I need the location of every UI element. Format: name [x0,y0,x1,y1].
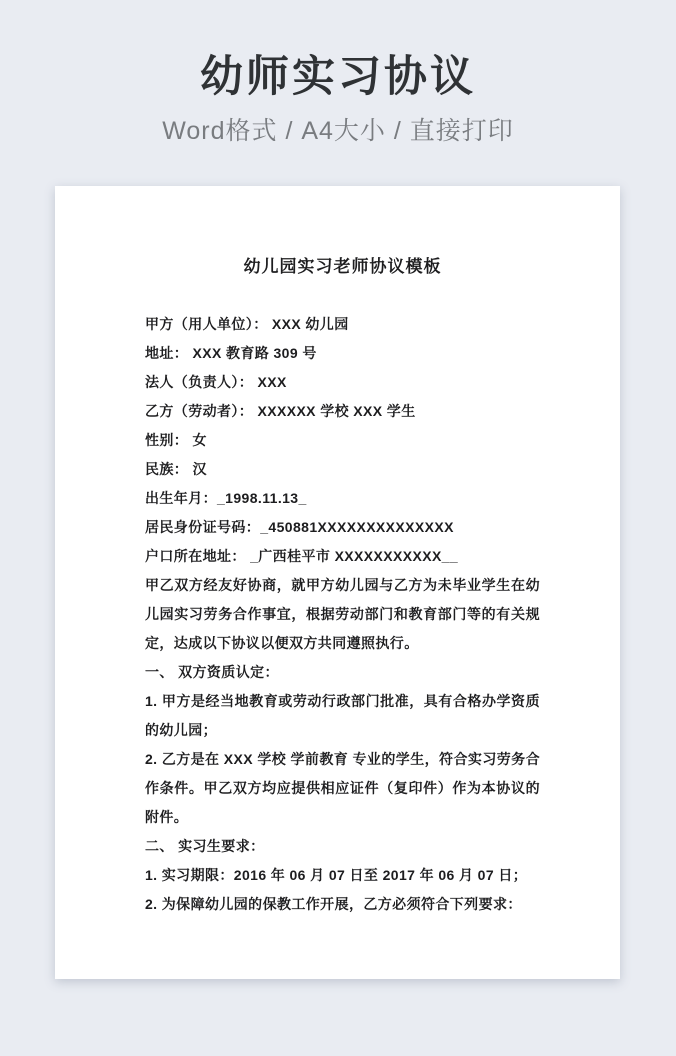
doc-section-1-heading: 一、 双方资质认定： [145,664,279,680]
doc-line-gender: 性别： 女 [145,432,207,448]
document-title: 幼儿园实习老师协议模板 [243,257,442,276]
doc-line-party-b: 乙方（劳动者）： XXXXXX 学校 XXX 学生 [145,403,416,419]
doc-section-2-heading: 二、 实习生要求： [145,838,265,854]
doc-line-birth-date: 出生年月：_1998.11.13_ [145,490,307,506]
doc-line-legal-rep: 法人（负责人）： XXX [145,374,287,390]
document-body [55,186,620,919]
doc-section-1-item-1: 1. 甲方是经当地教育或劳动行政部门批准，具有合格办学资质的幼儿园； [145,693,540,738]
doc-line-id-number: 居民身份证号码：_450881XXXXXXXXXXXXXX [145,519,454,535]
doc-line-registered-address: 户口所在地址： _广西桂平市 XXXXXXXXXXX__ [145,548,459,564]
doc-line-address: 地址： XXX 教育路 309 号 [145,345,317,361]
banner-title: 幼师实习协议 [200,53,476,101]
template-banner [0,0,676,147]
banner-subtitle: Word格式 / A4大小 / 直接打印 [162,117,514,146]
doc-section-1-item-2: 2. 乙方是在 XXX 学校 学前教育 专业的学生，符合实习劳务合作条件。甲乙双方均应提供相应证件（复印件）作为本协议的附件。 [145,751,540,825]
document-page [55,186,620,979]
doc-line-ethnicity: 民族： 汉 [145,461,207,477]
doc-line-party-a: 甲方（用人单位）： XXX 幼儿园 [145,316,349,332]
doc-paragraph-preamble: 甲乙双方经友好协商，就甲方幼儿园与乙方为未毕业学生在幼儿园实习劳务合作事宜，根据劳动部门和教育部门等的有关规定，达成以下协议以便双方共同遵照执行。 [145,577,540,651]
doc-section-2-item-2: 2. 为保障幼儿园的保教工作开展，乙方必须符合下列要求： [145,896,522,912]
doc-section-2-item-1: 1. 实习期限：2016 年 06 月 07 日至 2017 年 06 月 07 日； [145,867,528,883]
